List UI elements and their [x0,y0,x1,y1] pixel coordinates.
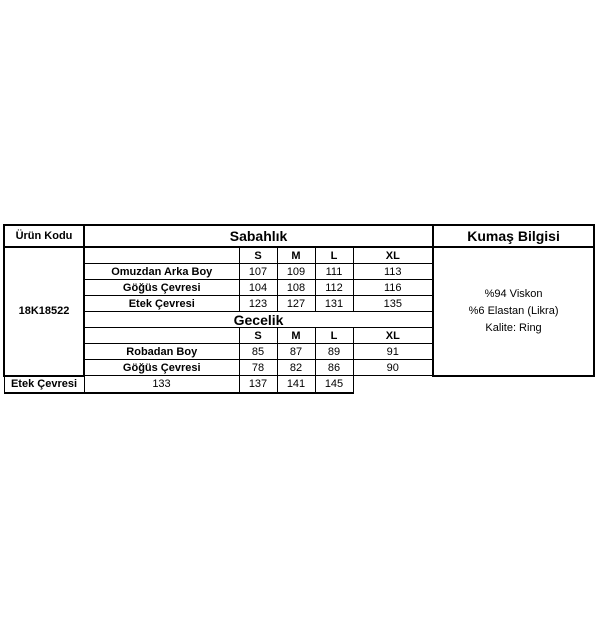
gecelik-title: Gecelik [84,312,433,328]
product-code-header: Ürün Kodu [4,225,84,247]
measurement-value: 109 [277,264,315,280]
size-chart-table [3,224,595,394]
fabric-info [433,247,594,376]
measurement-label: Göğüs Çevresi [84,360,239,376]
product-code: 18K18522 [4,247,84,376]
measurement-value: 85 [239,344,277,360]
size-row-spacer [84,247,239,264]
measurement-value: 127 [277,296,315,312]
measurement-value: 113 [353,264,433,280]
measurement-value: 107 [239,264,277,280]
measurement-value: 131 [315,296,353,312]
size-label: L [315,328,353,344]
measurement-label: Etek Çevresi [84,296,239,312]
measurement-label: Omuzdan Arka Boy [84,264,239,280]
size-label: XL [353,328,433,344]
size-row-spacer [84,328,239,344]
measurement-value: 111 [315,264,353,280]
measurement-value: 78 [239,360,277,376]
measurement-value: 133 [84,376,239,393]
measurement-value: 87 [277,344,315,360]
size-label: M [277,247,315,264]
measurement-value: 112 [315,280,353,296]
measurement-value: 123 [239,296,277,312]
measurement-value: 86 [315,360,353,376]
fabric-info-title: Kumaş Bilgisi [433,225,594,247]
measurement-value: 135 [353,296,433,312]
measurement-value: 91 [353,344,433,360]
measurement-value: 108 [277,280,315,296]
fabric-line: Kalite: Ring [485,321,542,334]
size-label: L [315,247,353,264]
measurement-value: 104 [239,280,277,296]
measurement-label: Robadan Boy [84,344,239,360]
measurement-label: Göğüs Çevresi [84,280,239,296]
fabric-line: %6 Elastan (Likra) [468,304,559,317]
measurement-value: 89 [315,344,353,360]
sabahlik-title: Sabahlık [84,225,433,247]
size-label: M [277,328,315,344]
size-label: S [239,247,277,264]
measurement-label: Etek Çevresi [4,376,84,393]
sabahlik-size-row [4,247,594,264]
measurement-value: 141 [277,376,315,393]
header-row [4,225,594,247]
table-row [4,376,594,393]
measurement-value: 137 [239,376,277,393]
measurement-value: 82 [277,360,315,376]
size-label: XL [353,247,433,264]
size-label: S [239,328,277,344]
measurement-value: 90 [353,360,433,376]
fabric-line: %94 Viskon [484,287,543,300]
measurement-value: 116 [353,280,433,296]
measurement-value: 145 [315,376,353,393]
